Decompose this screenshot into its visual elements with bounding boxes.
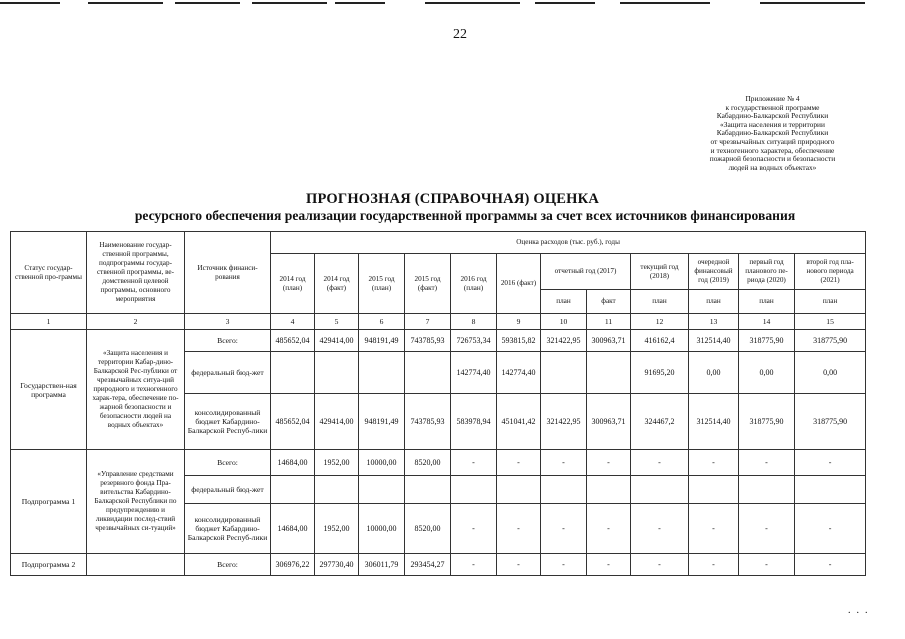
table-cell [587,352,631,394]
column-number: 7 [405,314,451,330]
table-cell: 743785,93 [405,330,451,352]
source-federal: федеральный бюд-жет [185,352,271,394]
table-cell: 321422,95 [541,330,587,352]
table-cell: 1952,00 [315,450,359,476]
table-cell: - [795,554,866,576]
table-cell [359,352,405,394]
table-cell: 293454,27 [405,554,451,576]
table-cell: - [631,504,689,554]
appendix-line: и техногенного характера, обеспечение [710,145,835,155]
table-cell: 948191,49 [359,394,405,450]
table-cell: 451041,42 [497,394,541,450]
table-cell [451,476,497,504]
table-cell: 324467,2 [631,394,689,450]
table-cell: 1952,00 [315,504,359,554]
header-2019: очередной финансовый год (2019) [689,254,739,290]
appendix-line: Приложение № 4 [745,94,800,103]
column-number: 14 [739,314,795,330]
table-cell: 743785,93 [405,394,451,450]
subprogram1-status: Подпрограмма 1 [11,450,87,554]
source-total: Всего: [185,450,271,476]
table-cell: 318775,90 [795,330,866,352]
appendix-note [690,95,855,172]
table-cell: - [631,450,689,476]
appendix-line: от чрезвычайных ситуаций природного [710,136,835,146]
column-number: 9 [497,314,541,330]
subprogram1-name: «Управление средствами резервного фонда Пра-вительства Кабардино-Балкарской Республики по предупреждению и ликвидации послед-ствий чрезвычайных си-туаций» [87,450,185,554]
table-cell: 318775,90 [739,330,795,352]
table-cell: 318775,90 [795,394,866,450]
table-cell [405,476,451,504]
table-cell: 583978,94 [451,394,497,450]
table-cell: 297730,40 [315,554,359,576]
table-cell: 0,00 [689,352,739,394]
appendix-line: Кабардино-Балкарской Республики [716,111,829,121]
table-cell: - [497,554,541,576]
appendix-line: людей на водных объектах» [728,162,817,172]
source-federal: федеральный бюд-жет [185,476,271,504]
table-cell: - [451,504,497,554]
appendix-line: Кабардино-Балкарской Республики [716,128,829,138]
table-cell: 485652,04 [271,330,315,352]
table-cell [315,476,359,504]
table-cell: 91695,20 [631,352,689,394]
appendix-line: «Защита населения и территории [720,119,825,129]
column-number: 4 [271,314,315,330]
table-cell [631,476,689,504]
footer-marks: ... [848,605,874,616]
table-cell: 312514,40 [689,330,739,352]
table-cell: 306976,22 [271,554,315,576]
table-cell [541,476,587,504]
table-cell: 0,00 [739,352,795,394]
header-source: Источник финанси-рования [185,232,271,314]
column-number-row [11,314,866,330]
header-2016-plan: 2016 год (план) [451,254,497,314]
appendix-line: к государственной программе [725,102,820,112]
column-number: 15 [795,314,866,330]
table-row [11,330,866,352]
table-cell: 300963,71 [587,330,631,352]
table-cell: 416162,4 [631,330,689,352]
header-plan: план [795,290,866,314]
table-cell: - [689,554,739,576]
table-cell: 10000,00 [359,450,405,476]
header-2018: текущий год (2018) [631,254,689,290]
table-cell [689,476,739,504]
source-total: Всего: [185,330,271,352]
header-2020: первый год планового пе-риода (2020) [739,254,795,290]
header-plan: план [739,290,795,314]
table-cell: - [497,504,541,554]
page-number: 22 [453,27,467,42]
table-cell: 726753,34 [451,330,497,352]
table-cell: - [541,554,587,576]
table-cell: 321422,95 [541,394,587,450]
table-cell: 300963,71 [587,394,631,450]
table-cell: 948191,49 [359,330,405,352]
table-cell: - [497,450,541,476]
table-cell: - [689,450,739,476]
table-cell: - [795,450,866,476]
table-cell: 429414,00 [315,330,359,352]
header-plan: план [689,290,739,314]
table-cell [795,476,866,504]
program-name: «Защита населения и территории Кабар-дино-Балкарской Рес-публики от чрезвычайных ситуа-ций природного и техногенного харак-тера, обеспечение по-жарной безопасности и безопасности людей на водных объектах» [87,330,185,450]
table-cell: - [795,504,866,554]
source-regional: консолидированный бюджет Кабардино-Балкарской Респуб-лики [185,394,271,450]
table-cell: - [631,554,689,576]
table-cell: 312514,40 [689,394,739,450]
program-status: Государствен-ная программа [11,330,87,450]
column-number: 6 [359,314,405,330]
top-cut-lines [0,0,905,6]
column-number: 3 [185,314,271,330]
header-2021: второй год пла-нового периода (2021) [795,254,866,290]
table-cell: 8520,00 [405,450,451,476]
header-2016-fact: 2016 (факт) [497,254,541,314]
header-2017: отчетный год (2017) [541,254,631,290]
table-cell: - [739,504,795,554]
table-cell: - [541,450,587,476]
table-cell: - [541,504,587,554]
table-cell: 593815,82 [497,330,541,352]
table-cell: 429414,00 [315,394,359,450]
header-estimate: Оценка расходов (тыс. руб.), годы [271,232,866,254]
table-cell [315,352,359,394]
table-row [11,554,866,576]
table-cell: - [689,504,739,554]
header-name: Наименование государ-ственной программы, подпрограммы государ-ственной программы, ве-домственной целевой программы, основного мероприятия [87,232,185,314]
source-total: Всего: [185,554,271,576]
table-cell [541,352,587,394]
document-title: ПРОГНОЗНАЯ (СПРАВОЧНАЯ) ОЦЕНКА [305,191,600,207]
table-cell [271,476,315,504]
table-cell: - [587,450,631,476]
table-cell: 142774,40 [451,352,497,394]
header-status: Статус государ-ственной про-граммы [11,232,87,314]
table-cell: - [587,554,631,576]
table-cell [587,476,631,504]
table-cell [739,476,795,504]
column-number: 13 [689,314,739,330]
table-cell [359,476,405,504]
table-cell: - [451,554,497,576]
header-2014-fact: 2014 год (факт) [315,254,359,314]
header-row [11,232,866,254]
table-cell [405,352,451,394]
column-number: 5 [315,314,359,330]
header-plan: план [631,290,689,314]
table-cell: - [587,504,631,554]
column-number: 11 [587,314,631,330]
budget-table [10,231,866,576]
column-number: 12 [631,314,689,330]
table-cell: 8520,00 [405,504,451,554]
appendix-line: пожарной безопасности и безопасности [709,154,836,164]
header-2015-fact: 2015 год (факт) [405,254,451,314]
table-cell: - [739,450,795,476]
column-number: 10 [541,314,587,330]
table-cell [497,476,541,504]
table-cell: - [451,450,497,476]
column-number: 8 [451,314,497,330]
table-cell: 14684,00 [271,504,315,554]
header-2014-plan: 2014 год (план) [271,254,315,314]
table-cell: 485652,04 [271,394,315,450]
header-plan: план [541,290,587,314]
subprogram2-name [87,554,185,576]
header-fact: факт [587,290,631,314]
source-regional: консолидированный бюджет Кабардино-Балкарской Респуб-лики [185,504,271,554]
table-cell: 318775,90 [739,394,795,450]
header-2015-plan: 2015 год (план) [359,254,405,314]
table-cell: 10000,00 [359,504,405,554]
column-number: 2 [87,314,185,330]
document-subtitle: ресурсного обеспечения реализации государственной программы за счет всех источников финансирования [134,208,796,223]
table-row [11,450,866,476]
table-cell: 142774,40 [497,352,541,394]
subprogram2-status: Подпрограмма 2 [11,554,87,576]
table-cell: 0,00 [795,352,866,394]
table-cell [271,352,315,394]
table-cell: 306011,79 [359,554,405,576]
column-number: 1 [11,314,87,330]
table-cell: - [739,554,795,576]
table-cell: 14684,00 [271,450,315,476]
